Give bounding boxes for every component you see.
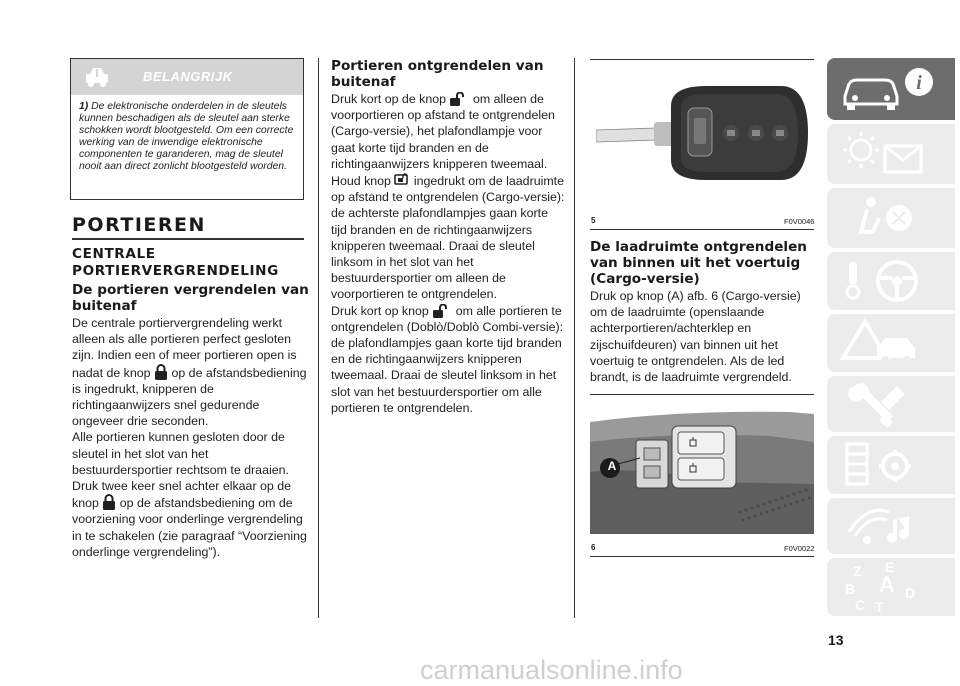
car-info-icon xyxy=(827,58,955,120)
figure-rule xyxy=(590,59,814,60)
warning-title: BELANGRIJK xyxy=(143,69,233,84)
svg-text:A: A xyxy=(879,572,895,597)
door-panel-image xyxy=(590,402,814,534)
warning-number: 1) xyxy=(79,101,89,112)
heading-unlock-outside: Portieren ontgrendelen van buitenaf xyxy=(331,58,544,90)
paragraph: Druk op knop (A) afb. 6 (Cargo-versie) om de laadruimte (openslaande achterportieren/achterklep en zijschuifdeuren) van binnen uit het voertuig te ontgrendelen. Als de led brandt, is de laadruimte vergrendeld. xyxy=(590,289,801,385)
paragraph-text: om alle portieren te ontgrendelen (Doblò/Doblò Combi-versie): de plafondlampjes gaan korte tijd branden en de richtingaanwijzers knipperen tweemaal. Draai de sleutel linksom in het slot van het bestuurdersportier om alle portieren te ontgrendelen. xyxy=(331,303,564,415)
watermark: carmanualsonline.info xyxy=(420,655,683,685)
tab-index[interactable] xyxy=(827,558,955,616)
paragraph-text: Houd knop xyxy=(331,174,391,189)
paragraph-text: ingedrukt om de laadruimte op afstand te ontgrendelen (Cargo-versie): de achterste plafondlampjes gaan korte tijd branden en de richtingaanwijzers knipperen tweemaal. Draai de sleutel linksom in het slot van het bestuurdersportier om alleen de voorportieren te ontgrendelen. xyxy=(331,174,565,302)
paragraph-text: op de afstandsbediening is ingedrukt, knipperen de richtingaanwijzers snel gedurende ongeveer drie seconden. xyxy=(72,365,307,429)
paragraph-text: Alle portieren kunnen gesloten door de sleutel in het slot van het bestuurdersportier rechtsom te draaien. Druk twee keer snel achter elkaar op de knop xyxy=(72,430,292,511)
multimedia-icon xyxy=(827,498,955,554)
airbag-icon xyxy=(827,188,955,248)
paragraph xyxy=(72,429,312,560)
lock-icon xyxy=(154,364,168,380)
paragraph-text: om alleen de voorportieren op afstand te ontgrendelen (Cargo-versie), het plafondlampje voor gaat korte tijd branden en de richtingaanwijzers knipperen tweemaal. xyxy=(331,92,555,171)
svg-text:E: E xyxy=(885,559,895,575)
warning-body: De elektronische onderdelen in de sleutels kunnen beschadigen als de sleutel aan sterke schokken wordt blootgesteld. Om een correcte werking van de inwendige elektronische componenten te garanderen, mag de sleutel nooit aan direct zonlicht blootgesteld worden. xyxy=(79,101,294,172)
paragraph xyxy=(72,315,312,429)
figure-number: 5 xyxy=(591,216,596,225)
tab-starting-driving[interactable] xyxy=(827,252,955,310)
svg-text:Z: Z xyxy=(853,563,862,579)
warning-box xyxy=(70,58,304,200)
paragraph-text: Druk kort op knop xyxy=(331,303,429,318)
svg-text:B: B xyxy=(845,581,856,597)
figure-code: F0V0046 xyxy=(784,217,815,226)
steering-wheel-icon xyxy=(827,252,955,310)
unlock-icon xyxy=(432,304,452,318)
tab-warning-lights[interactable] xyxy=(827,124,955,184)
index-icon xyxy=(827,558,955,616)
paragraph xyxy=(331,172,567,303)
figure-rule xyxy=(590,556,814,557)
col2-content xyxy=(331,58,567,416)
maintenance-icon xyxy=(827,376,955,432)
warning-text xyxy=(79,101,301,172)
column-divider xyxy=(574,58,575,618)
svg-text:T: T xyxy=(875,599,884,615)
breakdown-icon xyxy=(827,314,955,372)
tab-multimedia[interactable] xyxy=(827,498,955,554)
unlock-icon xyxy=(449,92,469,106)
heading-lock-outside: De portieren vergrendelen van buitenaf xyxy=(72,282,309,314)
column-divider xyxy=(318,58,319,618)
subsection-title: CENTRALE PORTIERVERGRENDELING xyxy=(72,246,279,279)
lock-icon xyxy=(102,494,116,510)
paragraph-text: Druk kort op de knop xyxy=(331,92,447,106)
tab-maintenance[interactable] xyxy=(827,376,955,432)
warning-lights-icon xyxy=(827,124,955,184)
key-fob-image xyxy=(596,78,810,198)
col1-content xyxy=(72,282,312,560)
warning-header xyxy=(71,59,303,95)
tab-emergency[interactable] xyxy=(827,314,955,372)
callout-a: A xyxy=(607,459,617,473)
svg-text:D: D xyxy=(905,585,916,601)
figure-rule xyxy=(590,229,814,230)
figure-number: 6 xyxy=(591,543,596,552)
cargo-unlock-icon xyxy=(394,172,410,188)
svg-text:i: i xyxy=(916,72,922,94)
figure-code: F0V0022 xyxy=(784,544,815,553)
car-warning-icon xyxy=(83,64,111,90)
tab-technical-data[interactable] xyxy=(827,436,955,494)
figure-rule xyxy=(590,394,814,395)
paragraph xyxy=(331,91,567,172)
technical-data-icon xyxy=(827,436,955,494)
heading-unlock-inside: De laadruimte ontgrendelen van binnen uit het voertuig (Cargo-versie) xyxy=(590,239,807,287)
section-title: PORTIEREN xyxy=(72,214,206,236)
paragraph-text: De centrale portiervergrendeling werkt alleen als alle portieren perfect gesloten zijn. Indien een of meer portieren open is nadat de knop xyxy=(72,316,297,380)
tab-safety[interactable] xyxy=(827,188,955,248)
svg-text:C: C xyxy=(855,597,866,613)
paragraph-text: op de afstandsbediening om de voorziening voor onderlinge vergrendeling in te schakelen (zie paragraaf “Voorziening onderlinge vergrendeling”). xyxy=(72,496,307,559)
tab-car-info[interactable] xyxy=(827,58,955,120)
paragraph xyxy=(331,303,567,416)
page-number: 13 xyxy=(828,632,844,648)
col3-content xyxy=(590,239,814,385)
section-rule xyxy=(72,238,304,240)
